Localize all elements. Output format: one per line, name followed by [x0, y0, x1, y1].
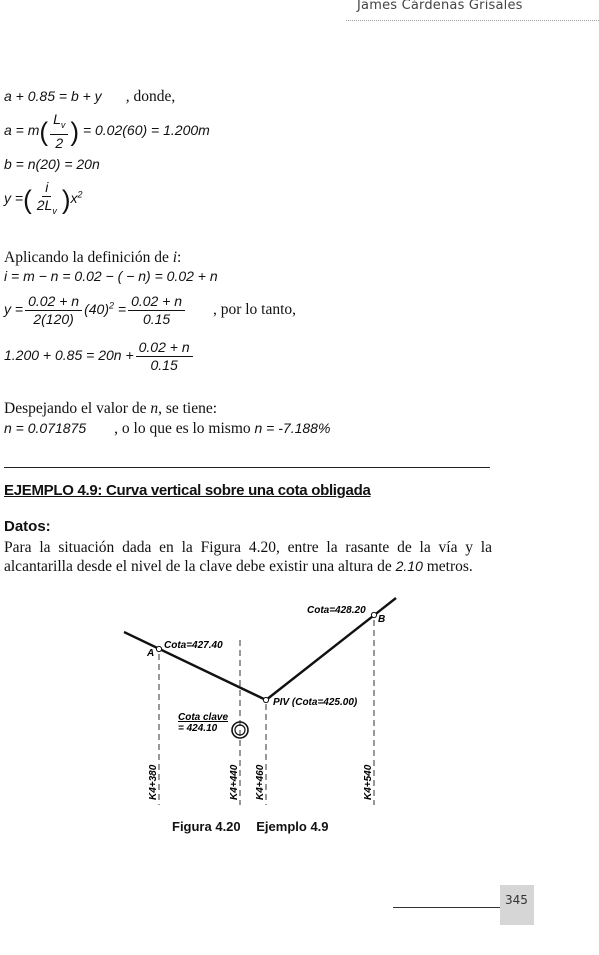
station-label-k4-540: K4+540: [363, 764, 374, 800]
piv-label: PIV (Cota=425.00): [273, 697, 358, 708]
equation-8-mid: , o lo que es lo mismo: [114, 420, 255, 437]
equation-6-numerator-2: 0.02 + n: [128, 294, 185, 311]
equation-1-tail: , donde,: [125, 88, 176, 105]
example-title: EJEMPLO 4.9: Curva vertical sobre una cota obligada: [4, 482, 371, 499]
example-paragraph-a: Para la situación dada en la Figura 4.20, entre la rasante de la vía y la alcantarilla desde el nivel de la clave debe existir una altura de: [4, 539, 492, 575]
equation-2-rest: = 0.02(60) = 1.200m: [82, 122, 210, 139]
equation-3: b = n(20) = 20n: [4, 156, 100, 172]
aplicando-colon: :: [177, 249, 182, 266]
example-paragraph-b: metros.: [422, 558, 473, 575]
equation-6-numerator-1: 0.02 + n: [25, 294, 82, 311]
figure-caption-number: Figura 4.20: [172, 819, 241, 834]
figure-caption: [172, 819, 329, 834]
equation-2-denominator: 2: [55, 134, 64, 151]
station-label-k4-440: K4+440: [229, 764, 240, 800]
equation-6-start: y =: [4, 301, 24, 318]
point-b-marker: [371, 612, 376, 617]
cota-a-label: Cota=427.40: [164, 640, 223, 651]
equation-6-tail: , por lo tanto,: [212, 301, 297, 319]
example-paragraph-value: 2.10: [395, 558, 423, 574]
equation-5: i = m − n = 0.02 − ( − n) = 0.02 + n: [4, 268, 218, 284]
equation-2-subscript: v: [60, 119, 66, 130]
running-header: James Cárdenas Grisales: [357, 0, 523, 13]
page-number: 345: [505, 893, 528, 907]
equation-4: y =( $\frac{i}{2L_v}$ )$x^2$: [4, 180, 83, 219]
datos-label: Datos:: [4, 518, 51, 535]
equation-4-numerator: i: [42, 180, 51, 197]
equation-4-denominator: 2L: [36, 197, 53, 213]
station-label-k4-460: K4+460: [255, 764, 266, 800]
equation-6-denominator-1: 2(120): [33, 311, 74, 327]
cota-clave-line-2: = 424.10: [178, 723, 218, 734]
equation-6-denominator-2: 0.15: [142, 311, 171, 327]
equation-8-n: n = 0.071875: [4, 420, 87, 436]
point-b-label: B: [378, 614, 386, 625]
equation-7-start: 1.200 + 0.85 = 20n +: [4, 347, 134, 364]
equation-4-x: x: [70, 190, 78, 207]
equation-4-den-subscript: v: [52, 205, 57, 216]
equation-6-mid: (40): [84, 301, 109, 318]
point-a-label: A: [147, 648, 155, 659]
equation-1-expression: a + 0.85 = b + y: [4, 88, 102, 104]
despejando-text: Despejando el valor de: [4, 400, 151, 417]
aplicando-i: i: [172, 249, 178, 266]
equation-7-denominator: 0.15: [150, 357, 178, 373]
equation-6-superscript: 2: [108, 300, 114, 311]
equation-2: a = m( $\frac{L_v}{2}$ ) = 0.02(60) = 1.200m: [4, 111, 210, 151]
cota-b-label: Cota=428.20: [307, 605, 366, 616]
aplicando-text: Aplicando la definición de: [4, 249, 173, 266]
despejando-n: n: [150, 400, 159, 417]
equation-6-equals: =: [117, 301, 127, 318]
equation-7-numerator: 0.02 + n: [136, 340, 193, 357]
station-label-k4-380: K4+380: [148, 764, 159, 800]
figure-caption-text: Ejemplo 4.9: [256, 819, 329, 834]
despejando-tail: , se tiene:: [158, 400, 218, 417]
footer-rule: [393, 907, 501, 908]
equation-4-start: y =: [4, 190, 24, 207]
equation-2-start: a = m: [4, 122, 40, 139]
equation-8-n2: n = -7.188%: [254, 420, 331, 436]
equation-4-superscript: 2: [77, 189, 83, 200]
point-a-marker: [156, 646, 161, 651]
equation-2-numerator: L: [53, 111, 61, 127]
point-piv-marker: [263, 697, 268, 702]
cota-clave-line-1: Cota clave: [178, 712, 229, 723]
